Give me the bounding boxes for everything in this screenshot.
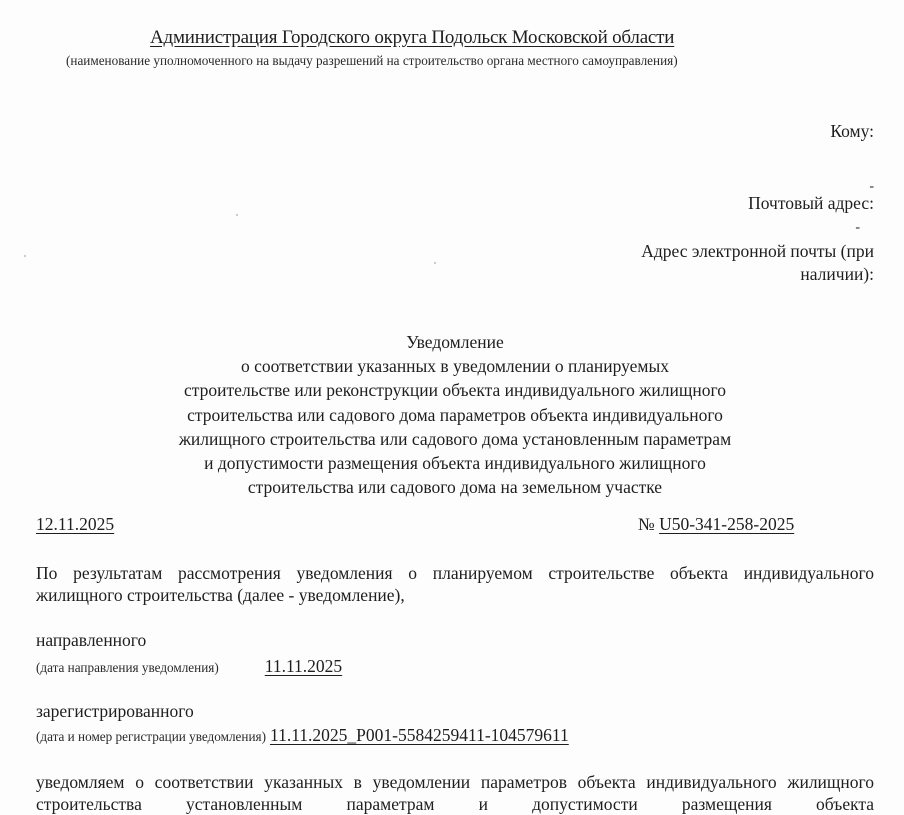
scan-speck	[236, 214, 238, 216]
email-label-line2: наличии):	[800, 264, 874, 284]
intro-paragraph: По результатам рассмотрения уведомления о планируемом строительстве объекта индивидуального жилищного строительства (далее - уведомление),	[36, 563, 874, 605]
document-date: 12.11.2025	[36, 514, 115, 534]
number-sign: №	[638, 514, 655, 534]
registered-value: 11.11.2025_P001-5584259411-104579611	[269, 725, 569, 745]
sent-label: направленного	[36, 630, 147, 650]
postal-address-value: -	[855, 220, 860, 235]
scan-speck	[434, 262, 436, 264]
document-title	[100, 330, 810, 499]
sent-date-value: 11.11.2025	[264, 656, 343, 676]
recipient-to-label: Кому:	[830, 121, 874, 141]
issuing-authority: Администрация Городского округа Подольск Московской области	[150, 27, 675, 48]
authority-caption: (наименование уполномоченного на выдачу разрешений на строительство органа местного самоуправления)	[66, 53, 678, 68]
title-line: жилищного строительства или садового дома установленным параметрам	[178, 428, 732, 449]
number-value: U50-341-258-2025	[659, 514, 795, 534]
title-line: и допустимости размещения объекта индивидуального жилищного	[204, 453, 706, 474]
conclusion-paragraph: уведомляем о соответствии указанных в уведомлении параметров объекта индивидуального жилищного строительства установленным параметрам и допустимости размещения объекта	[36, 772, 874, 814]
title-line: строительства или садового дома параметров объекта индивидуального	[187, 404, 723, 425]
title-line: о соответствии указанных в уведомлении о планируемых	[241, 356, 669, 377]
document-number	[638, 514, 794, 535]
registered-label: зарегистрированного	[36, 701, 194, 721]
email-label-line1: Адрес электронной почты (при	[641, 241, 874, 261]
scan-speck	[24, 255, 26, 257]
title-heading: Уведомление	[406, 332, 504, 352]
recipient-to-value: -	[869, 179, 874, 194]
sent-hint: (дата направления уведомления)	[36, 660, 219, 675]
postal-address-label: Почтовый адрес:	[748, 193, 874, 213]
registered-hint: (дата и номер регистрации уведомления)	[36, 729, 266, 744]
title-line: строительства или садового дома на земельном участке	[247, 477, 663, 498]
sent-row	[36, 656, 342, 677]
registered-row	[36, 725, 569, 746]
title-line: строительстве или реконструкции объекта индивидуального жилищного	[184, 380, 726, 401]
